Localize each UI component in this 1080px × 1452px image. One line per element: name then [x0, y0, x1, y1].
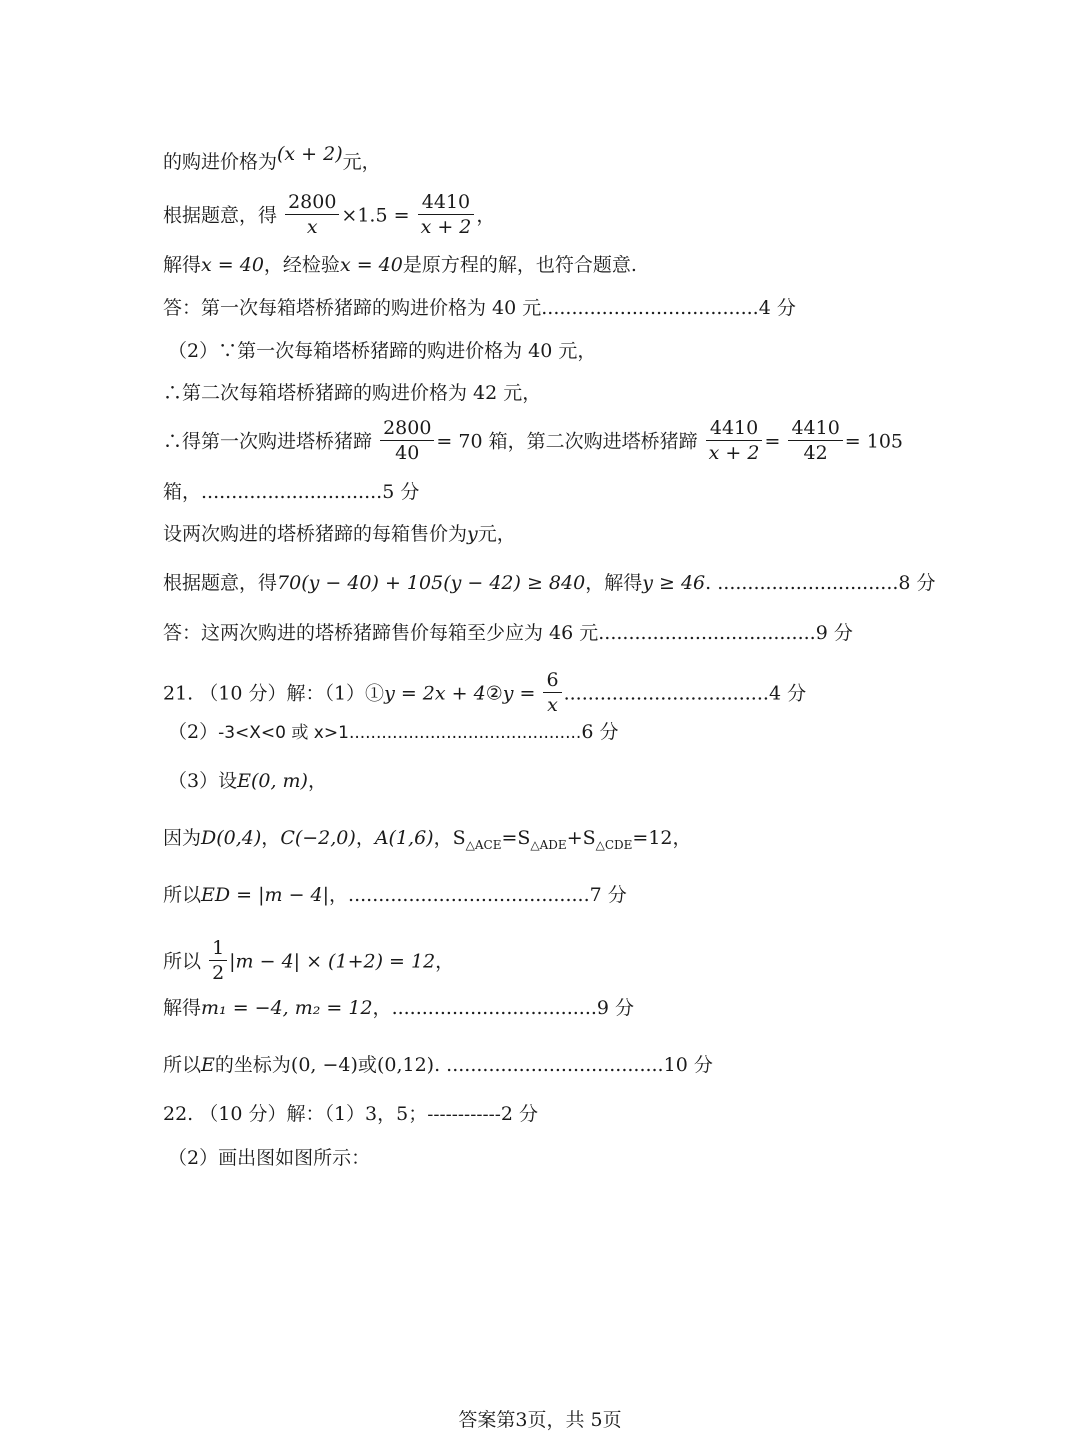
- score-dots: ..............................: [717, 572, 899, 594]
- score-label: 4 分: [768, 682, 807, 705]
- score-label: 2 分: [500, 1103, 539, 1125]
- score-dots: ....................................: [598, 622, 816, 644]
- line-ed-length: 所以ED = |m − 4|，........................................7 分: [163, 884, 627, 906]
- line-area-equation: 所以 $\frac{1}{2}$ |m − 4| × (1+2) = 12，: [163, 937, 455, 984]
- score-label: 9 分: [596, 997, 635, 1019]
- score-dots: ..............................: [201, 481, 383, 503]
- formula-inequality: 70(y − 40) + 105(y − 42) ≥ 840: [277, 572, 586, 594]
- line-part2-given: （2）∵第一次每箱塔桥猪蹄的购进价格为 40 元，: [168, 340, 597, 362]
- fraction-4410-over-x-plus-2: $\frac{4410}{x + 2}$: [706, 416, 763, 465]
- line-q21-part2: （2）-3<X<0 或 x>1...........................................6 分: [168, 721, 619, 743]
- line-set-y: 设两次购进的塔桥猪蹄的每箱售价为y元，: [163, 523, 516, 545]
- score-label: 6 分: [581, 721, 619, 743]
- line-boxes-score: 箱，..............................5 分: [163, 481, 420, 503]
- score-dots: ..................................: [563, 682, 769, 705]
- fraction-one-half: $\frac{1}{2}$: [209, 936, 227, 985]
- fraction-4410-over-42: $\frac{4410}{42}$: [788, 416, 842, 465]
- score-label: 7 分: [589, 884, 627, 906]
- line-inequality: 根据题意，得70(y − 40) + 105(y − 42) ≥ 840，解得y ≥ 46. ..............................8 分: [163, 572, 936, 594]
- score-dots: ..................................: [391, 997, 597, 1019]
- score-label: 5 分: [382, 481, 420, 503]
- line-box-counts: ∴得第一次购进塔桥猪蹄 $\frac{2800}{40}$ = 70 箱，第二次购进塔桥猪蹄 $\frac{4410}{x + 2}$ = $\frac{4410}{42}$ = 105: [163, 417, 904, 464]
- score-dots: ....................................: [541, 297, 759, 319]
- score-dashes: ------------: [427, 1105, 501, 1125]
- page-footer: 答案第3页，共 5页: [458, 1409, 622, 1431]
- score-dots: ....................................: [446, 1054, 664, 1076]
- score-dots: ........................................: [348, 884, 590, 906]
- line-second-price: ∴第二次每箱塔桥猪蹄的购进价格为 42 元，: [163, 382, 542, 404]
- fraction-2800-over-40: $\frac{2800}{40}$: [380, 416, 434, 465]
- line-answer-min-price: 答：这两次购进的塔桥猪蹄售价每箱至少应为 46 元....................................9 分: [163, 622, 853, 644]
- line-q21-part1: 21. （10 分）解：（1）①y = 2x + 4②y = $\frac{6}{x}$ ..................................4 分: [163, 669, 807, 716]
- line-solve-m: 解得m₁ = −4, m₂ = 12，..................................9 分: [163, 997, 635, 1019]
- line-solution-x: 解得x = 40，经检验x = 40是原方程的解，也符合题意.: [163, 254, 637, 276]
- line-q22-part2: （2）画出图如图所示：: [168, 1147, 371, 1169]
- line-points-area: 因为D(0,4)，C(−2,0)，A(1,6)，$S_{\triangle ACE}=S_{\triangle ADE}+S_{\triangle CDE}=12$，: [163, 827, 692, 852]
- fraction-6-over-x: $\frac{6}{x}$: [543, 668, 561, 717]
- fraction-2800-over-x: $\frac{2800}{x}$: [285, 190, 339, 239]
- line-e-coordinates: 所以E的坐标为(0, −4)或(0,12). ....................................10 分: [163, 1054, 713, 1076]
- fraction-4410-over-x-plus-2: $\frac{4410}{x + 2}$: [418, 190, 475, 239]
- line-answer-first-price: 答：第一次每箱塔桥猪蹄的购进价格为 40 元....................................4 分: [163, 297, 796, 319]
- line-purchase-price: 的购进价格为(x + 2)元，: [163, 143, 381, 173]
- line-q22-part1: 22. （10 分）解：（1）3，5；------------2 分: [163, 1103, 539, 1125]
- score-label: 9 分: [815, 622, 853, 644]
- line-equation-setup: 根据题意，得 $\frac{2800}{x}$ ×1.5 = $\frac{4410}{x + 2}$ ，: [163, 191, 496, 238]
- score-label: 10 分: [663, 1054, 713, 1076]
- formula-x-plus-2: (x + 2): [277, 143, 343, 165]
- line-q21-part3: （3）设E(0, m)，: [168, 770, 327, 792]
- score-label: 8 分: [898, 572, 936, 594]
- score-dots: ...........................................: [348, 723, 582, 743]
- score-label: 4 分: [758, 297, 796, 319]
